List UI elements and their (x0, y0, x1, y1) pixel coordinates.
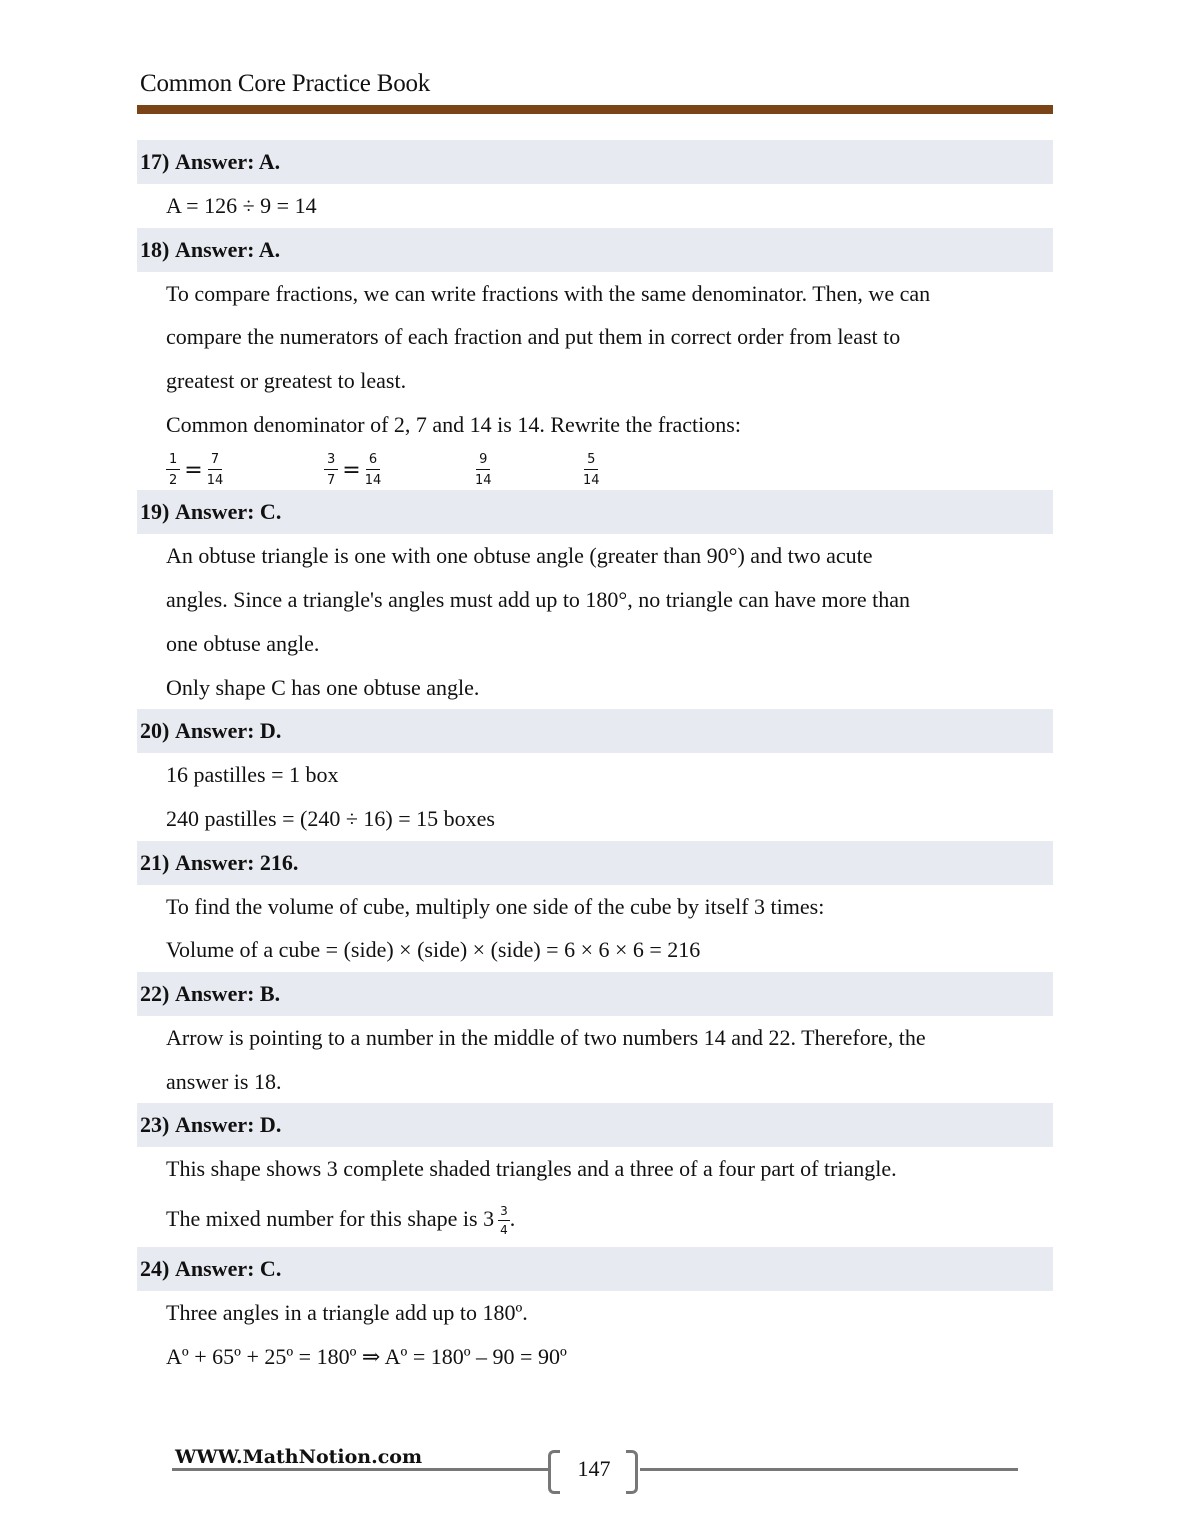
explanation-line: Arrow is pointing to a number in the middle of two numbers 14 and 22. Therefore, the (166, 1024, 926, 1050)
answer-label: Answer: 216. (175, 849, 299, 875)
answer-heading-21 (137, 841, 1053, 885)
answer-label: Answer: C. (175, 1256, 282, 1281)
answer-label: Answer: D. (175, 1112, 282, 1138)
answer-number: 17) (140, 149, 170, 174)
explanation-line: answer is 18. (166, 1068, 282, 1094)
fraction: $\frac{1}{2}$ (166, 452, 180, 488)
fraction: $\frac{6}{14}$ (364, 452, 382, 489)
explanation-line: 240 pastilles = (240 ÷ 16) = 15 boxes (166, 805, 495, 831)
explanation-line: To find the volume of cube, multiply one side of the cube by itself 3 times: (166, 893, 825, 919)
answer-heading-18 (137, 228, 1053, 272)
header-rule (137, 105, 1053, 114)
fraction: $\frac{7}{14}$ (206, 452, 224, 489)
answer-heading-24 (137, 1247, 1053, 1291)
answer-number: 18) (140, 236, 170, 262)
answer-label: Answer: C. (175, 499, 282, 525)
explanation-line: An obtuse triangle is one with one obtuse angle (greater than 90°) and two acute (166, 543, 873, 569)
page-header-title: Common Core Practice Book (140, 70, 431, 97)
footer-rule (172, 1468, 550, 1471)
fraction: 5 14 (583, 452, 600, 489)
explanation-line: angles. Since a triangle's angles must add up to 180°, no triangle can have more than (166, 587, 911, 613)
fraction-equation-1: $\frac{1}{2}$ = $\frac{7}{14}$ (166, 452, 223, 488)
page-number: 147 (577, 1456, 611, 1481)
explanation-line: Only shape C has one obtuse angle. (166, 674, 480, 700)
explanation-line: Common denominator of 2, 7 and 14 is 14. Rewrite the fractions: (166, 411, 741, 437)
fraction-4 (583, 452, 600, 488)
footer-website: WWW.MathNotion.com (175, 1446, 423, 1468)
answer-number: 22) (140, 980, 170, 1006)
answer-heading-17 (137, 140, 1053, 184)
explanation-line: Aº + 65º + 25º = 180º ⇒ Aº = 180º – 90 = 90º (166, 1343, 567, 1369)
answer-label: Answer: B. (175, 980, 281, 1006)
answer-number: 19) (140, 499, 170, 525)
fraction: $\frac{3}{4}$ (500, 1204, 508, 1238)
answer-number: 23) (140, 1112, 170, 1138)
fraction: 9 14 (475, 452, 492, 489)
answer-number: 20) (140, 718, 170, 744)
explanation-line: 16 pastilles = 1 box (166, 762, 339, 788)
explanation-line-mixed-number: The mixed number for this shape is 3 $\frac{3}{4}$ . (166, 1204, 516, 1238)
answer-heading-19 (137, 490, 1053, 534)
footer-rule (640, 1468, 1018, 1471)
explanation-line: A = 126 ÷ 9 = 14 (166, 193, 317, 218)
answer-heading-23 (137, 1103, 1053, 1147)
explanation-line: compare the numerators of each fraction and put them in correct order from least to (166, 324, 901, 350)
page-number-bracket-left (548, 1450, 560, 1494)
explanation-line: Volume of a cube = (side) × (side) × (side) = 6 × 6 × 6 = 216 (166, 937, 701, 963)
answer-number: 21) (140, 849, 170, 875)
explanation-line: one obtuse angle. (166, 630, 320, 656)
answer-heading-22 (137, 972, 1053, 1016)
answer-label: Answer: A. (175, 149, 281, 174)
answer-label: Answer: A. (175, 236, 281, 262)
fraction: $\frac{3}{7}$ (324, 452, 338, 488)
answer-label: Answer: D. (175, 718, 282, 744)
explanation-line: greatest or greatest to least. (166, 368, 407, 394)
answer-list (137, 140, 1053, 1378)
answer-heading-20 (137, 709, 1053, 753)
explanation-line: To compare fractions, we can write fractions with the same denominator. Then, we can (166, 280, 931, 306)
fraction-3 (475, 452, 492, 488)
answer-number: 24) (140, 1256, 170, 1281)
fraction-equation-2: $\frac{3}{7}$ = $\frac{6}{14}$ (324, 452, 381, 488)
explanation-line: Three angles in a triangle add up to 180º. (166, 1300, 528, 1325)
explanation-line: This shape shows 3 complete shaded triangles and a three of a four part of triangle. (166, 1156, 897, 1182)
fraction-row (137, 446, 1053, 490)
